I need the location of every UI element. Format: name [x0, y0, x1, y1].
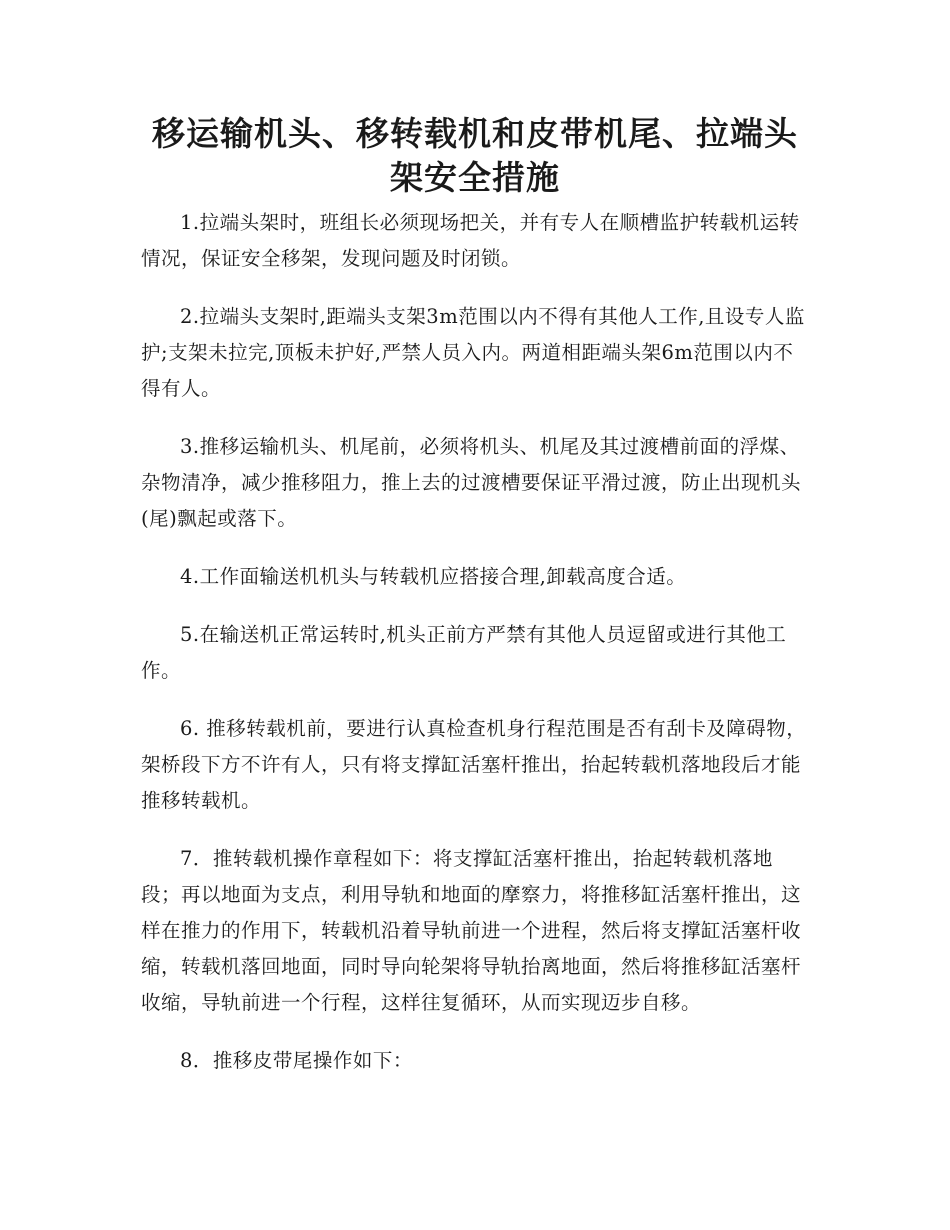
document-body: [141, 205, 809, 1101]
paragraph-4: 4.工作面输送机机头与转载机应搭接合理,卸载高度合适。: [180, 565, 687, 588]
paragraph-6: 6. 推移转载机前，要进行认真检查机身行程范围是否有刮卡及障碍物，架桥段下方不许有人，只有将支撑缸活塞杆推出，抬起转载机落地段后才能推移转载机。: [141, 717, 807, 812]
paragraph-1: 1.拉端头架时，班组长必须现场把关，并有专人在顺槽监护转载机运转情况，保证安全移架，发现问题及时闭锁。: [141, 211, 800, 270]
paragraph-7: 7．推转载机操作章程如下：将支撑缸活塞杆推出，抬起转载机落地段；再以地面为支点，利用导轨和地面的摩察力，将推移缸活塞杆推出，这样在推力的作用下，转载机沿着导轨前进一个进程，然后将支撑缸活塞杆收缩，转载机落回地面，同时导向轮架将导轨抬离地面，然后将推移缸活塞杆收缩，导轨前进一个行程，这样往复循环，从而实现迈步自移。: [141, 847, 802, 1014]
paragraph-5: 5.在输送机正常运转时,机头正前方严禁有其他人员逗留或进行其他工作。: [141, 623, 787, 682]
paragraph-2: 2.拉端头支架时,距端头支架3m范围以内不得有其他人工作,且设专人监护;支架未拉完,顶板未护好,严禁人员入内。两道相距端头架6m范围以内不得有人。: [141, 305, 805, 400]
document-title: 移运输机头、移转载机和皮带机尾、拉端头架安全措施: [152, 114, 798, 197]
paragraph-8: 8．推移皮带尾操作如下：: [180, 1049, 413, 1072]
paragraph-3: 3.推移运输机头、机尾前，必须将机头、机尾及其过渡槽前面的浮煤、杂物清净，减少推移阻力，推上去的过渡槽要保证平滑过渡，防止出现机头(尾)飘起或落下。: [141, 435, 802, 530]
